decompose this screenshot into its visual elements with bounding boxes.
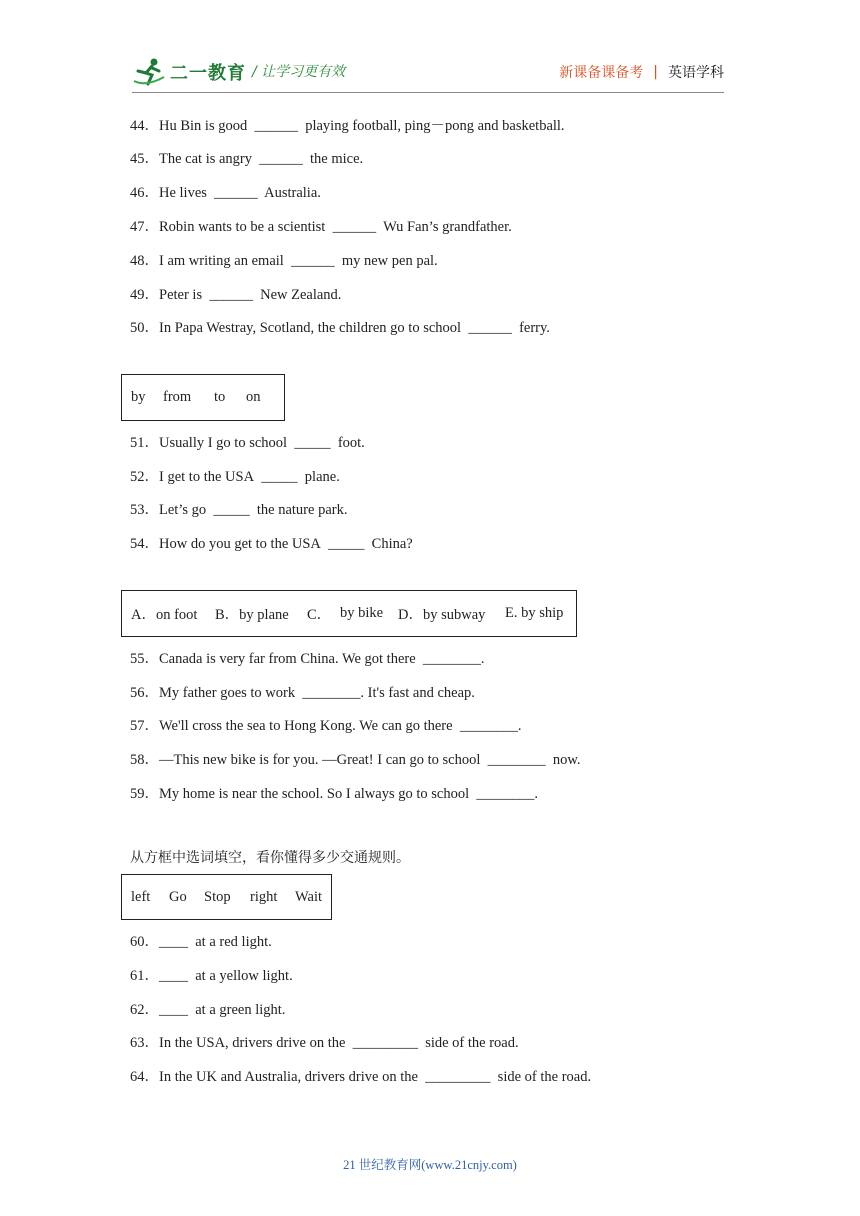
answer-blank[interactable]: ____	[159, 1002, 188, 1018]
answer-blank[interactable]: ____	[159, 968, 188, 984]
page-footer[interactable]: 21 世纪教育网(www.21cnjy.com)	[343, 1158, 517, 1172]
option-b: B．by plane	[215, 607, 289, 623]
word-box-traffic	[121, 874, 332, 920]
word-option: left	[131, 888, 151, 905]
answer-blank[interactable]: ______	[254, 118, 298, 134]
question-45: 45．The cat is angry ______ the mice.	[130, 151, 364, 167]
option-c-letter: C．	[307, 607, 332, 623]
header-course-text: 新课备课备考	[559, 65, 644, 81]
question-49: 49．Peter is ______ New Zealand.	[130, 287, 342, 303]
question-63: 63．In the USA, drivers drive on the _________ side of the road.	[130, 1035, 519, 1051]
answer-blank[interactable]: ________	[476, 786, 535, 802]
question-64: 64．In the UK and Australia, drivers drive on the _________ side of the road.	[130, 1069, 592, 1085]
answer-blank[interactable]: _____	[294, 435, 331, 451]
answer-blank[interactable]: ______	[209, 287, 253, 303]
word-option: from	[163, 389, 192, 405]
runner-logo-icon	[132, 57, 166, 87]
answer-blank[interactable]: ________	[487, 752, 546, 768]
option-d: D．by subway	[398, 607, 486, 623]
question-59: 59．My home is near the school. So I always go to school ________.	[130, 786, 538, 802]
question-60: 60．____ at a red light.	[130, 934, 272, 950]
question-61: 61．____ at a yellow light.	[130, 968, 293, 984]
logo-text: 二一教育	[170, 63, 246, 84]
header-subject: 英语学科	[668, 65, 724, 81]
answer-blank[interactable]: _____	[328, 536, 365, 552]
answer-blank[interactable]: ________	[422, 651, 481, 667]
answer-blank[interactable]: ______	[468, 320, 512, 336]
answer-blank[interactable]: ______	[259, 151, 303, 167]
question-52: 52．I get to the USA _____ plane.	[130, 469, 340, 485]
question-50: 50．In Papa Westray, Scotland, the children go to school ______ ferry.	[130, 320, 550, 336]
question-48: 48．I am writing an email ______ my new pen pal.	[130, 253, 438, 269]
question-47: 47．Robin wants to be a scientist ______ Wu Fan’s grandfather.	[130, 219, 512, 235]
answer-blank[interactable]: ____	[159, 934, 188, 950]
word-option: by	[131, 389, 146, 405]
question-54: 54．How do you get to the USA _____ China?	[130, 536, 413, 552]
option-c: by bike	[340, 605, 384, 621]
answer-blank[interactable]: ______	[291, 253, 335, 269]
option-e: E. by ship	[505, 605, 564, 621]
option-a: A．on foot	[131, 607, 198, 623]
header-rule	[132, 92, 724, 93]
answer-blank[interactable]: ________	[302, 685, 361, 701]
word-option: Wait	[295, 888, 323, 905]
answer-blank[interactable]: _________	[425, 1069, 491, 1085]
header-separator: |	[653, 64, 658, 80]
question-56: 56．My father goes to work ________. It's fast and cheap.	[130, 685, 475, 701]
answer-blank[interactable]: _____	[261, 469, 298, 485]
question-55: 55．Canada is very far from China. We got there ________.	[130, 651, 485, 667]
answer-blank[interactable]: _____	[213, 502, 250, 518]
word-option: Stop	[204, 888, 231, 905]
question-58: 58．—This new bike is for you. —Great! I can go to school ________ now.	[130, 752, 581, 768]
word-box-transport	[121, 590, 577, 637]
logo	[132, 56, 246, 88]
answer-blank[interactable]: ______	[214, 185, 258, 201]
answer-blank[interactable]: _________	[352, 1035, 418, 1051]
header-right	[559, 62, 724, 82]
word-option: right	[250, 888, 278, 905]
slogan: / 让学习更有效	[252, 64, 346, 80]
page-header	[132, 56, 724, 90]
question-57: 57．We'll cross the sea to Hong Kong. We can go there ________.	[130, 718, 522, 734]
question-46: 46．He lives ______ Australia.	[130, 185, 321, 201]
word-option: Go	[169, 888, 187, 905]
answer-blank[interactable]: ________	[459, 718, 518, 734]
word-option: on	[246, 389, 261, 405]
word-box-prepositions	[121, 374, 285, 421]
question-53: 53．Let’s go _____ the nature park.	[130, 502, 348, 518]
question-44: 44．Hu Bin is good ______ playing football, ping－pong and basketball.	[130, 118, 565, 134]
question-62: 62．____ at a green light.	[130, 1002, 286, 1018]
instruction-text: 从方框中选词填空，看你懂得多少交通规则。	[130, 850, 410, 866]
question-51: 51．Usually I go to school _____ foot.	[130, 435, 365, 451]
word-option: to	[214, 389, 226, 405]
answer-blank[interactable]: ______	[332, 219, 377, 235]
